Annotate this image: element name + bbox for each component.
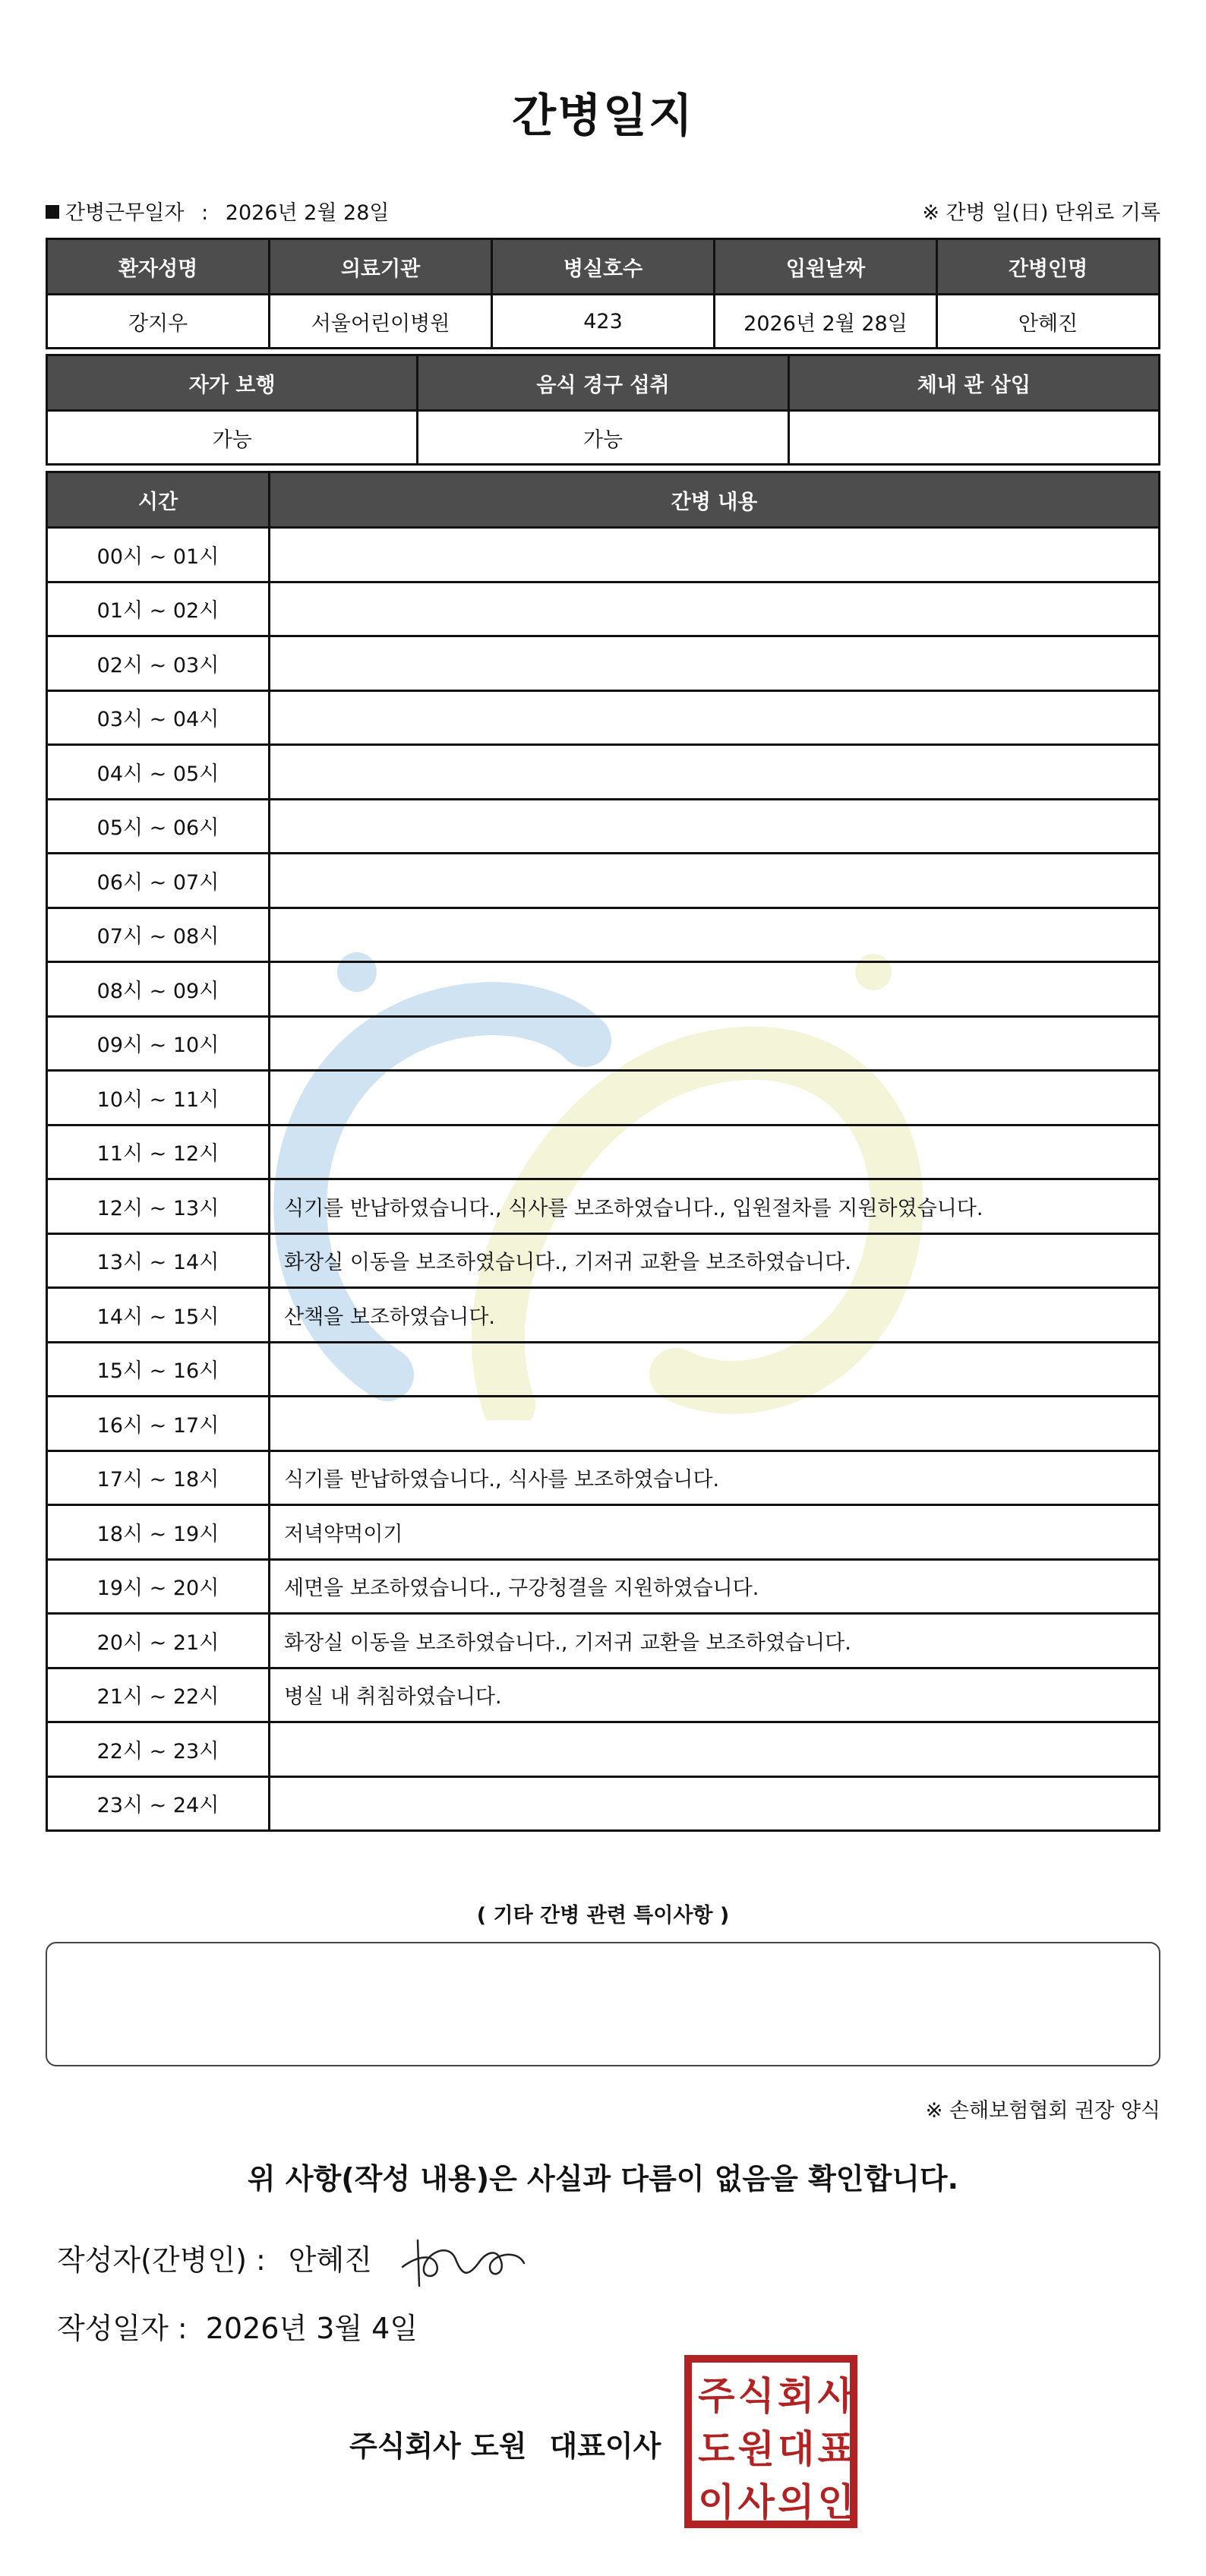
time-cell: 05시 ~ 06시 [47, 799, 270, 854]
time-cell: 13시 ~ 14시 [47, 1233, 270, 1288]
header-admission-date: 입원날짜 [715, 239, 937, 295]
time-cell: 18시 ~ 19시 [47, 1505, 270, 1560]
company-title: 대표이사 [549, 2429, 661, 2463]
care-content-cell [270, 528, 1160, 582]
care-log-table [46, 471, 1160, 1832]
care-log-row [47, 1668, 1160, 1722]
care-content-cell: 식기를 반납하였습니다., 식사를 보조하였습니다. [270, 1451, 1160, 1505]
remarks-box [46, 1942, 1160, 2066]
care-log-row [47, 528, 1160, 582]
written-date-value: 2026년 3월 4일 [205, 2312, 418, 2345]
care-content-cell [270, 690, 1160, 745]
handwritten-signature [395, 2225, 532, 2293]
care-log-row [47, 1559, 1160, 1614]
work-date-separator: : [201, 201, 209, 225]
care-log-row [47, 1016, 1160, 1071]
time-cell: 19시 ~ 20시 [47, 1559, 270, 1614]
care-content-cell [270, 799, 1160, 854]
care-log-row [47, 1125, 1160, 1179]
writer-name: 안혜진 [288, 2243, 372, 2277]
recommend-note: ※ 손해보험협회 권장 양식 [925, 2099, 1160, 2123]
care-content-cell: 화장실 이동을 보조하였습니다., 기저귀 교환을 보조하였습니다. [270, 1233, 1160, 1288]
room-number-value: 423 [492, 295, 715, 349]
care-log-row [47, 1505, 1160, 1560]
care-log-row [47, 1776, 1160, 1831]
document-title: 간병일지 [512, 90, 694, 143]
care-content-cell [270, 582, 1160, 636]
care-content-cell [270, 636, 1160, 691]
writer-line [57, 2237, 372, 2278]
time-cell: 21시 ~ 22시 [47, 1668, 270, 1722]
care-content-cell [270, 1342, 1160, 1397]
time-cell: 07시 ~ 08시 [47, 908, 270, 962]
patient-info-table [46, 238, 1160, 349]
time-cell: 22시 ~ 23시 [47, 1722, 270, 1777]
time-cell: 04시 ~ 05시 [47, 745, 270, 800]
care-log-row [47, 908, 1160, 962]
care-log-row [47, 1233, 1160, 1288]
time-cell: 14시 ~ 15시 [47, 1288, 270, 1343]
written-date-label: 작성일자 : [57, 2312, 188, 2345]
time-cell: 02시 ~ 03시 [47, 636, 270, 691]
time-cell: 03시 ~ 04시 [47, 690, 270, 745]
seal-character: 회 [778, 2374, 815, 2418]
care-log-row [47, 1071, 1160, 1125]
care-content-cell: 세면을 보조하였습니다., 구강청결을 지원하였습니다. [270, 1559, 1160, 1614]
time-cell: 11시 ~ 12시 [47, 1125, 270, 1179]
patient-info-header-row [47, 239, 1160, 295]
care-log-row [47, 1614, 1160, 1668]
time-cell: 16시 ~ 17시 [47, 1397, 270, 1451]
care-content-cell [270, 1071, 1160, 1125]
seal-character: 사 [737, 2480, 775, 2524]
written-date-line [57, 2305, 418, 2347]
time-cell: 09시 ~ 10시 [47, 1016, 270, 1071]
seal-character: 대 [778, 2427, 815, 2471]
seal-character: 의 [778, 2480, 815, 2524]
care-content-cell: 병실 내 취침하였습니다. [270, 1668, 1160, 1722]
work-date-label: 간병근무일자 [65, 201, 185, 225]
seal-character: 주 [698, 2374, 735, 2418]
care-log-row [47, 1397, 1160, 1451]
care-content-cell [270, 1016, 1160, 1071]
care-content-cell [270, 854, 1160, 908]
time-cell: 06시 ~ 07시 [47, 854, 270, 908]
remarks-title: ( 기타 간병 관련 특이사항 ) [476, 1904, 730, 1927]
seal-character: 인 [817, 2480, 854, 2524]
care-log-header-row [47, 472, 1160, 528]
care-log-row [47, 1342, 1160, 1397]
tube-insertion-value [788, 411, 1159, 465]
company-seal-stamp [684, 2354, 858, 2529]
time-cell: 23시 ~ 24시 [47, 1776, 270, 1831]
seal-character: 사 [817, 2374, 854, 2418]
header-time: 시간 [47, 472, 270, 528]
care-log-row [47, 582, 1160, 636]
care-log-row [47, 690, 1160, 745]
time-cell: 20시 ~ 21시 [47, 1614, 270, 1668]
care-content-cell [270, 1397, 1160, 1451]
time-cell: 15시 ~ 16시 [47, 1342, 270, 1397]
care-log-row [47, 636, 1160, 691]
care-content-cell [270, 1722, 1160, 1777]
time-cell: 01시 ~ 02시 [47, 582, 270, 636]
header-self-walking: 자가 보행 [47, 355, 418, 411]
care-content-cell: 식기를 반납하였습니다., 식사를 보조하였습니다., 입원절차를 지원하였습니다. [270, 1179, 1160, 1234]
care-log-body [47, 528, 1160, 1831]
time-cell: 00시 ~ 01시 [47, 528, 270, 582]
care-log-row [47, 1288, 1160, 1343]
care-content-cell: 화장실 이동을 보조하였습니다., 기저귀 교환을 보조하였습니다. [270, 1614, 1160, 1668]
seal-character: 원 [737, 2427, 775, 2471]
care-log-row [47, 799, 1160, 854]
status-header-row [47, 355, 1160, 411]
time-cell: 12시 ~ 13시 [47, 1179, 270, 1234]
oral-intake-value: 가능 [418, 411, 788, 465]
time-cell: 17시 ~ 18시 [47, 1451, 270, 1505]
care-log-row [47, 854, 1160, 908]
confirm-statement: 위 사항(작성 내용)은 사실과 다름이 없음을 확인합니다. [247, 2162, 959, 2196]
caregiver-name-value: 안혜진 [937, 295, 1160, 349]
patient-status-table [46, 354, 1160, 466]
header-caregiver-name: 간병인명 [937, 239, 1160, 295]
writer-label: 작성자(간병인) : [57, 2243, 266, 2277]
header-patient-name: 환자성명 [47, 239, 270, 295]
seal-character: 표 [817, 2427, 854, 2471]
care-content-cell [270, 908, 1160, 962]
hospital-value: 서울어린이병원 [270, 295, 492, 349]
header-care-content: 간병 내용 [270, 472, 1160, 528]
square-bullet-icon [46, 205, 59, 219]
care-log-row [47, 745, 1160, 800]
care-log-row [47, 1451, 1160, 1505]
seal-character: 식 [737, 2374, 775, 2418]
status-value-row [47, 411, 1160, 465]
care-log-row [47, 1179, 1160, 1234]
time-cell: 08시 ~ 09시 [47, 962, 270, 1017]
header-oral-intake: 음식 경구 섭취 [418, 355, 788, 411]
patient-name-value: 강지우 [47, 295, 270, 349]
self-walking-value: 가능 [47, 411, 418, 465]
header-room-number: 병실호수 [492, 239, 715, 295]
care-content-cell [270, 745, 1160, 800]
care-content-cell [270, 1125, 1160, 1179]
seal-character: 도 [698, 2427, 735, 2471]
header-tube-insertion: 체내 관 삽입 [788, 355, 1159, 411]
seal-character: 이 [698, 2480, 735, 2524]
care-content-cell: 저녁약먹이기 [270, 1505, 1160, 1560]
care-content-cell: 산책을 보조하였습니다. [270, 1288, 1160, 1343]
work-date-value: 2026년 2월 28일 [225, 201, 390, 225]
daily-record-note: ※ 간병 일(日) 단위로 기록 [922, 201, 1160, 225]
care-log-row [47, 962, 1160, 1017]
company-line [349, 2423, 661, 2464]
company-name: 주식회사 도원 [349, 2429, 527, 2463]
patient-info-value-row [47, 295, 1160, 349]
care-log-row [47, 1722, 1160, 1777]
work-date-line [46, 196, 389, 226]
header-hospital: 의료기관 [270, 239, 492, 295]
care-content-cell [270, 962, 1160, 1017]
care-content-cell [270, 1776, 1160, 1831]
admission-date-value: 2026년 2월 28일 [715, 295, 937, 349]
time-cell: 10시 ~ 11시 [47, 1071, 270, 1125]
